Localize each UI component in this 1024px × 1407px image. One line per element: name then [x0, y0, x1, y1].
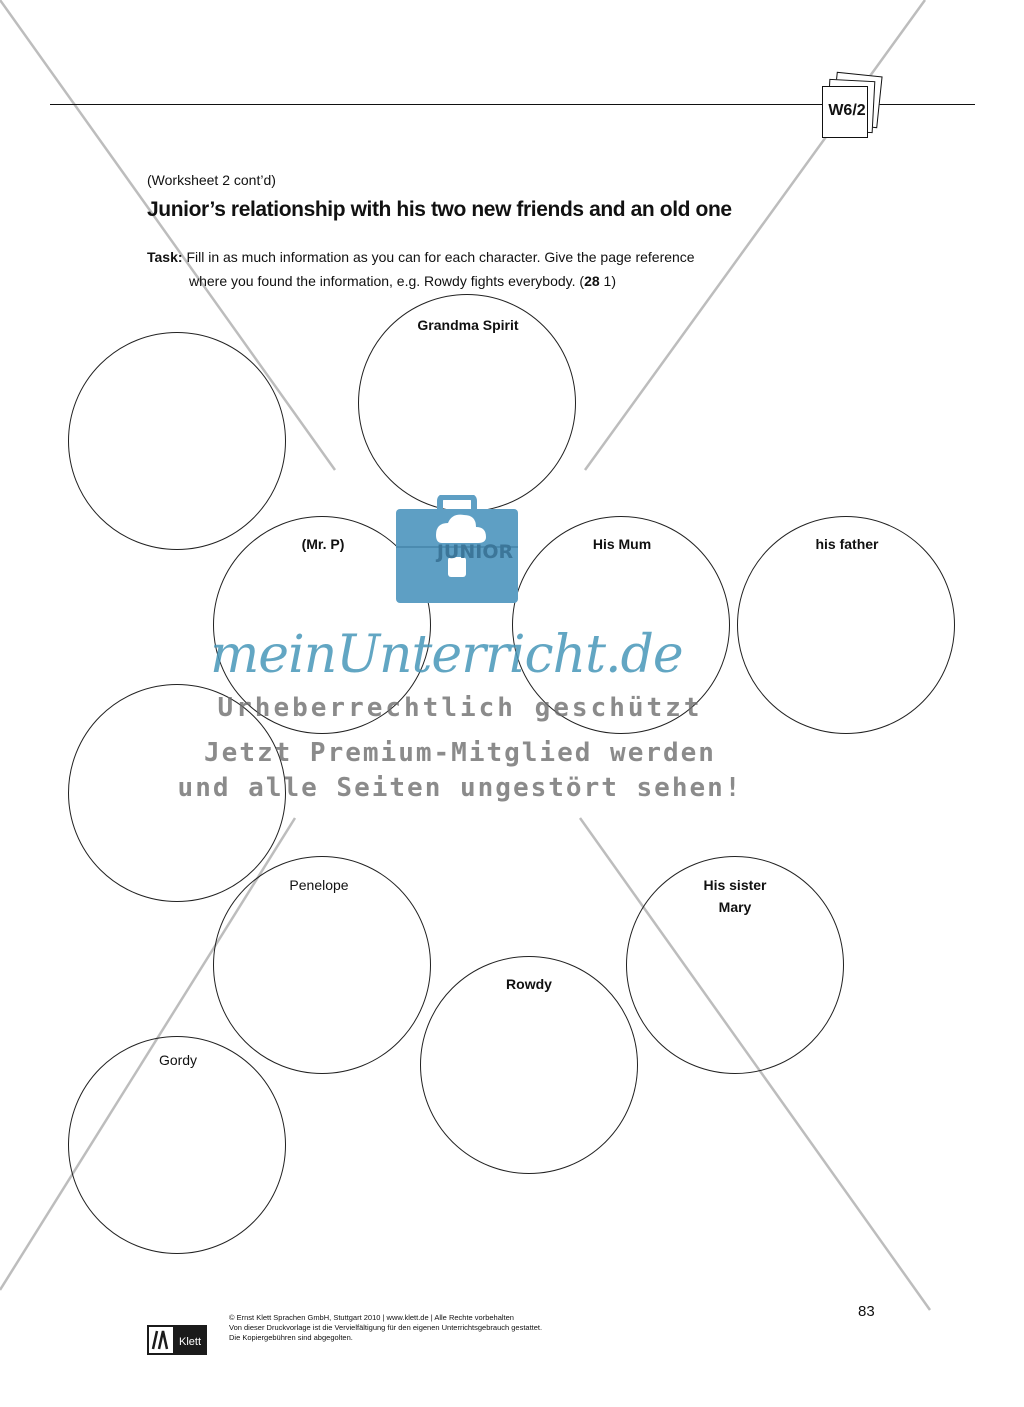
task-page-ref: 28	[584, 273, 600, 289]
task-text-1: Fill in as much information as you can for each character. Give the page reference	[186, 249, 695, 265]
task-line-1	[147, 249, 695, 265]
label-penelope: Penelope	[289, 877, 349, 893]
footer-line-1: © Ernst Klett Sprachen GmbH, Stuttgart 2010 | www.klett.de | Alle Rechte vorbehalten	[229, 1313, 514, 1322]
footer-line-2: Von dieser Druckvorlage ist die Vervielfältigung für den eigenen Unterrichtsgebrauch gestattet.	[229, 1323, 543, 1332]
watermark-line-2: Jetzt Premium-Mitglied werden	[204, 738, 716, 768]
task-label: Task:	[147, 249, 183, 265]
footer-line-3: Die Kopiergebühren sind abgegolten.	[229, 1333, 353, 1342]
watermark-site: meinUnterricht.de	[210, 625, 683, 685]
footer-copyright	[229, 1313, 542, 1343]
watermark-line-1: Urheberrechtlich geschützt	[217, 693, 703, 723]
page-title: Junior’s relationship with his two new friends and an old one	[147, 198, 732, 221]
label-gordy: Gordy	[158, 1052, 198, 1068]
label-grandma-spirit: Grandma Spirit	[417, 317, 519, 333]
klett-logo	[147, 1325, 207, 1355]
character-circle-blank-1[interactable]	[68, 332, 286, 550]
label-his-mum: His Mum	[592, 536, 652, 552]
task-text-2-end: 1)	[599, 273, 616, 289]
label-mr-p: (Mr. P)	[301, 536, 345, 552]
label-rowdy: Rowdy	[506, 976, 552, 992]
svg-text:Klett: Klett	[178, 1336, 202, 1348]
label-his-sister: His sister	[703, 877, 767, 893]
subtitle: (Worksheet 2 cont’d)	[147, 172, 276, 188]
watermark-line-3: und alle Seiten ungestört sehen!	[177, 773, 743, 803]
bag-logo-text: JUNIOR	[436, 541, 514, 563]
sheet-number: W6/2	[828, 102, 866, 119]
label-his-father: his father	[815, 536, 879, 552]
sheet-tab	[822, 86, 872, 142]
briefcase-icon	[392, 495, 522, 607]
label-mary: Mary	[718, 899, 752, 915]
task-line-2	[189, 273, 616, 289]
page-number: 83	[858, 1303, 875, 1320]
task-text-2: where you found the information, e.g. Rowdy fights everybody. (	[189, 273, 585, 289]
